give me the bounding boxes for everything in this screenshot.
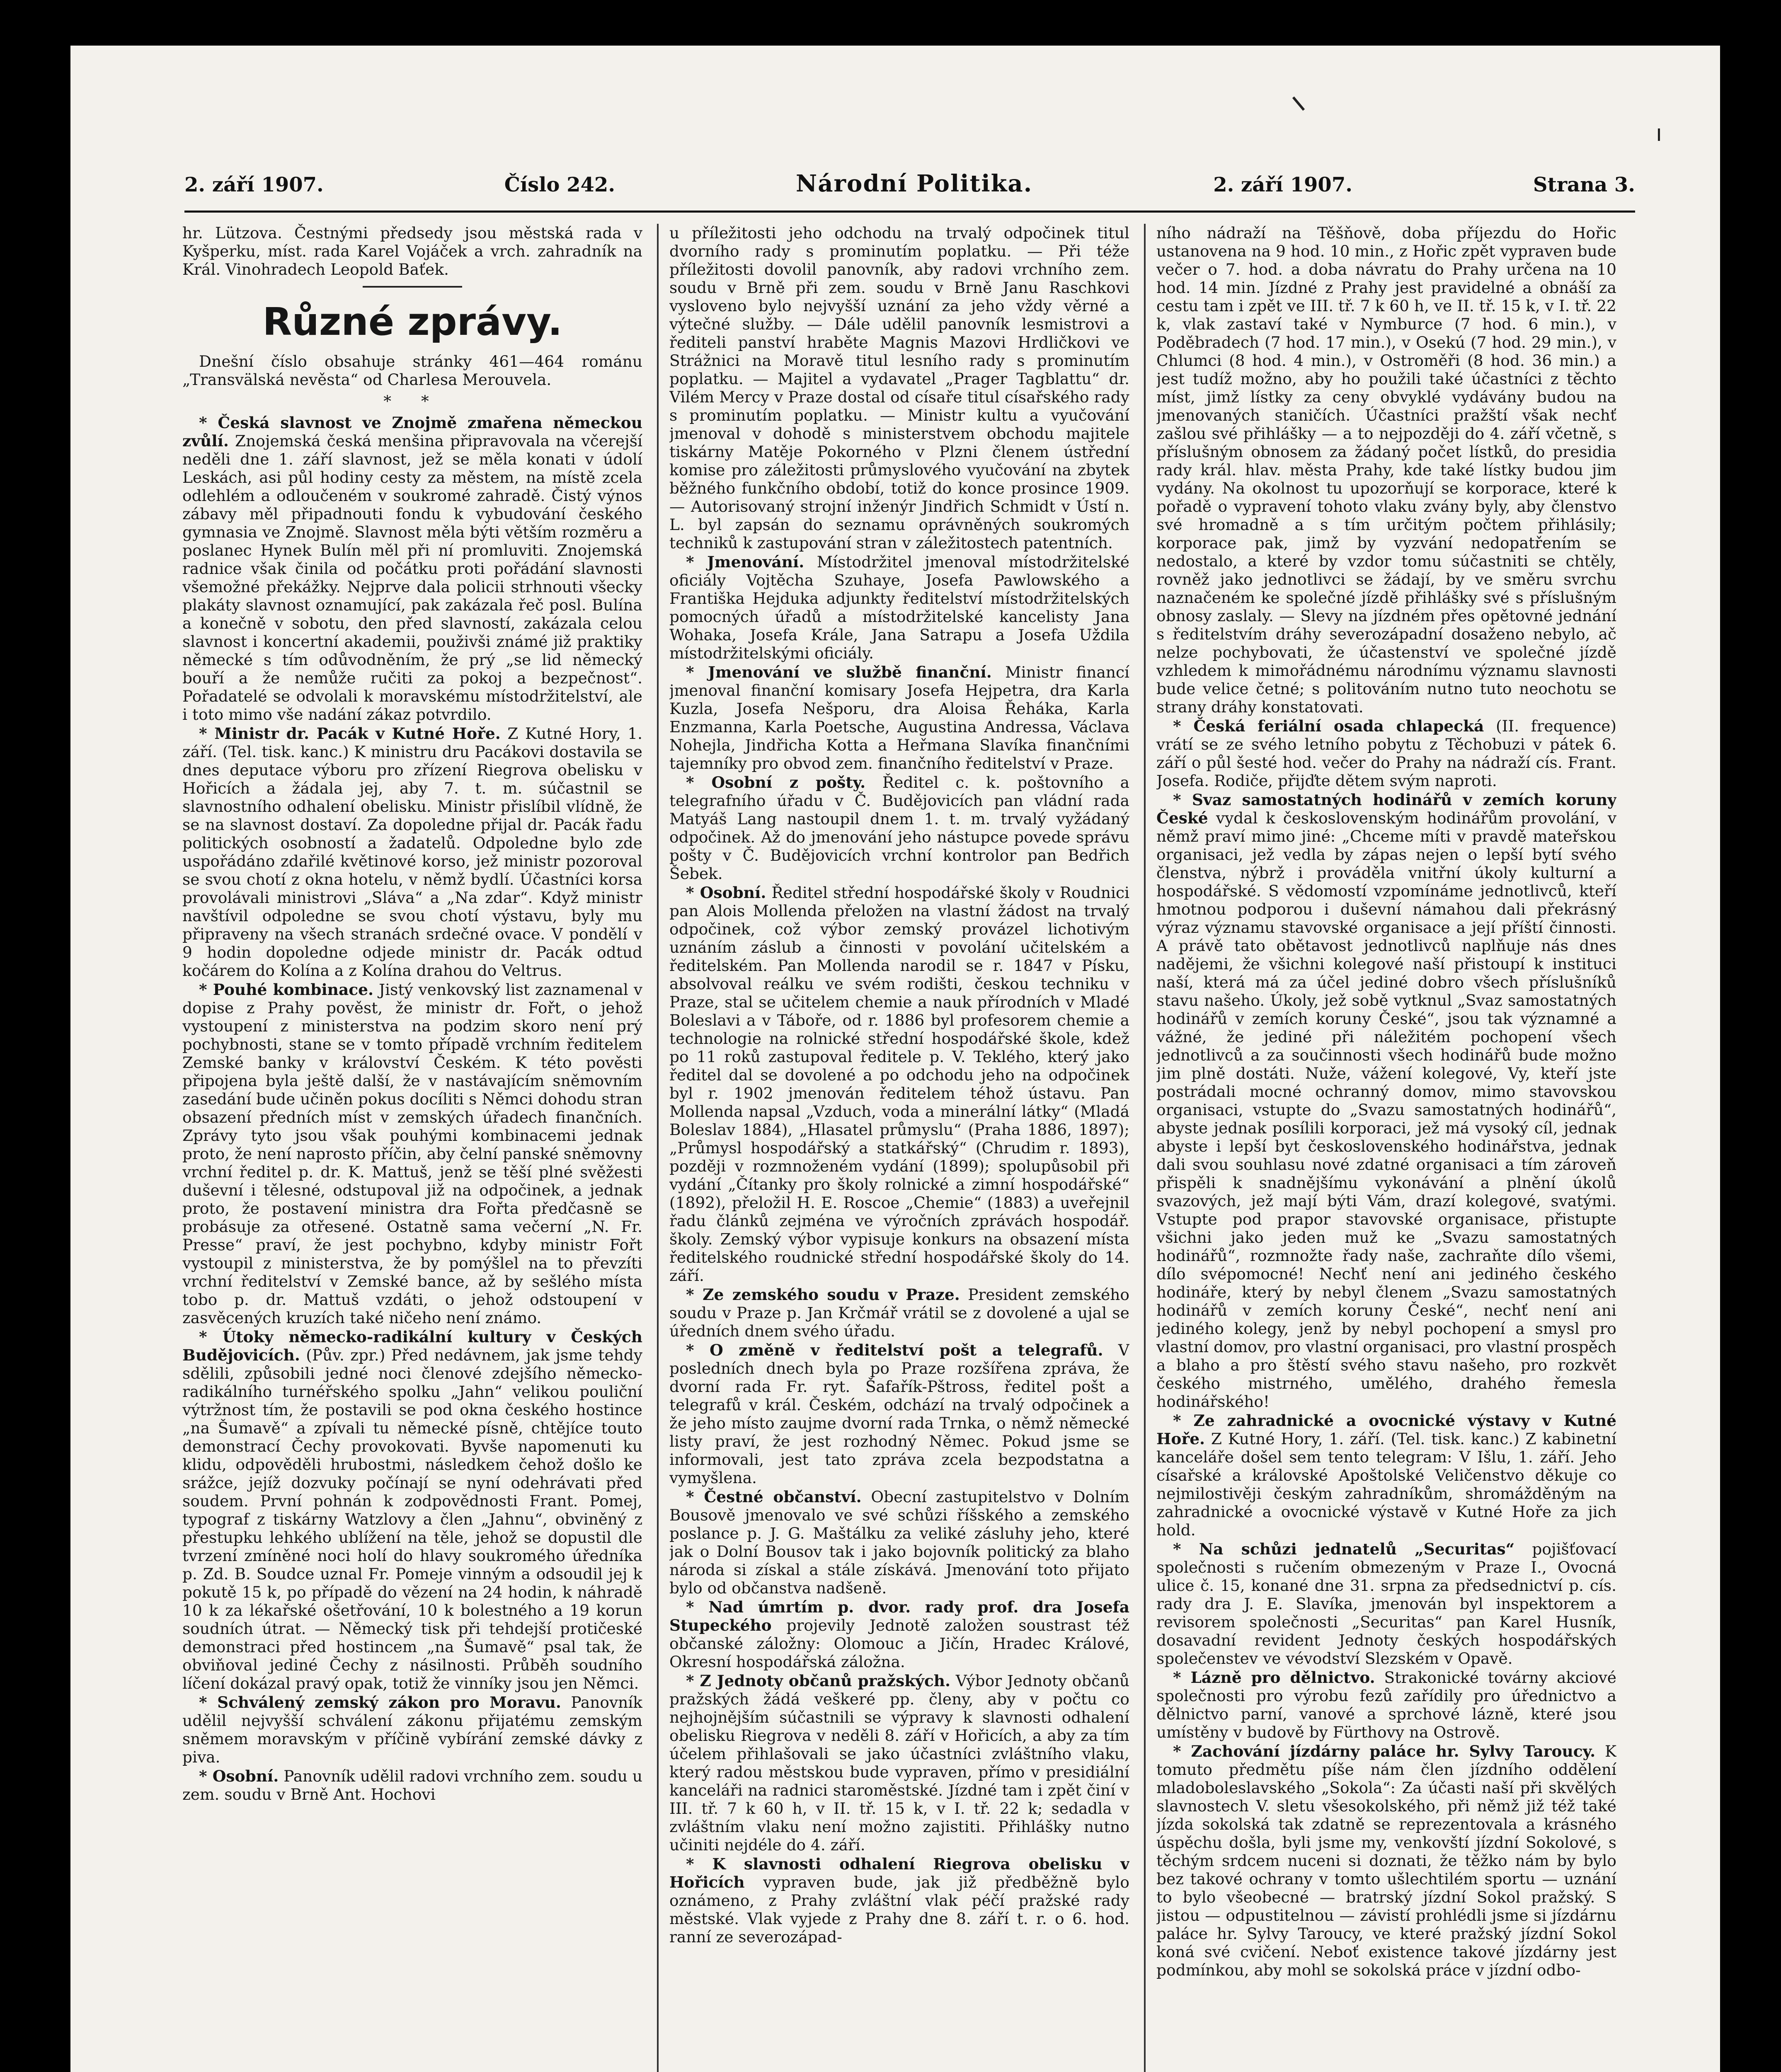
column-rule	[657, 224, 659, 2072]
article-paragraph: hr. Lützova. Čestnými předsedy jsou městská rada v Kyšperku, míst. rada Karel Vojáček a vrch. zahradník na Král. Vinohradech Leopold Baťek.	[182, 224, 642, 278]
article-paragraph	[669, 1341, 1129, 1487]
article-body: President zemského soudu v Praze p. Jan Krčmář vrátil se z dovolené a ujal se úředních dnem svého úřadu.	[669, 1285, 1129, 1340]
divider	[363, 286, 462, 288]
column-2	[669, 224, 1129, 2072]
article-body: Ředitel c. k. poštovního a telegrafního úřadu v Č. Budějovicích pan vládní rada Matyáš Lang nastoupil dnem 1. t. m. trvalý vyžádaný odpočinek. Až do jmenování jeho nástupce povede správu pošty v Č. Budějovicích vrchní kontrolor pan Bedřich Šebek.	[669, 773, 1129, 883]
article-paragraph	[1156, 1668, 1616, 1741]
article-paragraph	[669, 1672, 1129, 1854]
newspaper-page	[70, 46, 1720, 2072]
scan-mark	[1292, 97, 1305, 111]
article-paragraph	[669, 663, 1129, 772]
article-body: Strakonické továrny akciové společnosti pro výrobu fezů zařídily pro úřednictvo a dělnictvo parní, vanové a sprchové lázně, které jsou umístěny v budově by Fürthovy na Ostrově.	[1156, 1668, 1616, 1741]
article-lead: * Ze zemského soudu v Praze.	[686, 1285, 960, 1304]
article-body: Panovník udělil nejvyšší schválení zákonu přijatému zemským sněmem moravským v příčině vybírání zemské dávky z piva.	[182, 1693, 642, 1766]
article-lead: * Útoky německo-radikální kultury v Českých Budějovicích.	[182, 1328, 642, 1364]
article-paragraph	[669, 1598, 1129, 1671]
article-paragraph	[182, 724, 642, 980]
header-date-right: 2. září 1907.	[1213, 173, 1352, 196]
article-body: Z Kutné Hory, 1. září. (Tel. tisk. kanc.) K ministru dru Pacákovi dostavila se dnes deputace výboru pro zřízení Riegrova obelisku v Hořicích a žádala jej, aby 7. t. m. súčastnil se slavnostního odhalení obelisku. Ministr přislíbil vlídně, že se na slavnost dostaví. Za dopoledne přijal dr. Pacák řadu politických osobností a žadatelů. Odpoledne bylo zde uspořádáno zdařilé květinové korso, jež ministr pozoroval se svou chotí z okna hotelu, v němž bydlí. Účastníci korsa provolávali ministrovi „Sláva“ a „Na zdar“. Když ministr navštívil odpoledne se svou chotí výstavu, byly mu připraveny na všech stranách srdečné ovace. V pondělí v 9 hodin dopoledne odjede ministr dr. Pacák odtud kočárem do Kolína a z Kolína drahou do Veltrus.	[182, 724, 642, 980]
article-lead: * Ministr dr. Pacák v Kutné Hoře.	[199, 724, 501, 743]
article-lead: * Ze zahradnické a ovocnické výstavy v Kutné Hoře.	[1156, 1411, 1616, 1448]
article-body: projevily Jednotě založen soustrast též občanské záložny: Olomouc a Jičín, Hradec Králové, Okresní hospodářská záložna.	[669, 1616, 1129, 1671]
article-body: Panovník udělil radovi vrchního zem. soudu u zem. soudu v Brně Ant. Hochovi	[182, 1767, 642, 1803]
article-lead: * Na schůzi jednatelů „Securitas“	[1173, 1540, 1515, 1558]
article-body: Výbor Jednoty občanů pražských žádá veškeré pp. členy, aby v počtu co nejhojnějším súčastnili se výpravy k slavnosti odhalení obelisku Riegrova v neděli 8. září v Hořicích, a aby za tím účelem přihlašovali se jako účastníci zvláštního vlaku, který radou městskou bude vypraven, přímo v presidiální kanceláři na radnici staroměstské. Jízdné tam i zpět činí v III. tř. 7 k 60 h, v II. tř. 15 k, v I. tř. 22 k; sedadla v zvláštním vlaku není možno zajistiti. Přihlášky nutno učiniti nejdéle do 4. září.	[669, 1672, 1129, 1854]
article-lead: * Česká feriální osada chlapecká	[1173, 717, 1484, 735]
article-body: Obecní zastupitelstvo v Dolním Bousově jmenovalo ve své schůzi říšského a zemského poslance p. J. G. Maštálku za veliké zásluhy jeho, které jak o Dolní Bousov tak i jako bojovník politický za blaho národa si získal a stále získává. Jmenování toto přijato bylo od občanstva nadšeně.	[669, 1488, 1129, 1597]
article-lead: * Osobní.	[199, 1767, 279, 1785]
header-date-left: 2. září 1907.	[184, 173, 324, 196]
article-paragraph	[182, 1767, 642, 1803]
article-body: Místodržitel jmenoval místodržitelské oficiály Vojtěcha Szuhaye, Josefa Pawlowského a Františka Hejduka adjunkty ředitelství místodržitelských pomocných úřadů a místodržitelské kancelisty Jana Wohaka, Josefa Krále, Jana Satrapu a Josefa Uždila místodržitelskými oficiály.	[669, 553, 1129, 662]
article-body: (Pův. zpr.) Před nedávnem, jak jsme tehdy sdělili, způsobili jedné noci členové zdejšího německo-radikálního turnéřského spolku „Jahn“ velikou pouliční výtržnost tím, že postavili se pod okna českého hostince „na Šumavě“ a zpívali tu německé písně, chtějíce touto demonstrací Čechy provokovati. Byvše napomenuti ku klidu, odpověděli hrubostmi, následkem čehož došlo ke srážce, jejíž dozvuky počínají se nyní odehrávati před soudem. První pohnán k zodpovědnosti Frant. Pomej, typograf z tiskárny Watzlovy a člen „Jahnu“, obviněný z přestupku lehkého ublížení na těle, jehož se dopustil dle tvrzení zmíněné noci holí do hlavy soukromého úředníka p. Zd. B. Soudce uznal Fr. Pomeje vinným a odsoudil jej k pokutě 15 k, po případě do vězení na 24 hodin, k náhradě 10 k za lékařské ošetřování, 10 k bolestného a 19 korun soudních útrat. — Německý tisk při tehdejší protičeské demonstraci před hostincem „na Šumavě“ psal tak, že obviňoval jediné Čechy z násilnosti. Průběh soudního líčení dokázal pravý opak, totiž že vinníky jsou jen Němci.	[182, 1346, 642, 1692]
article-paragraph	[182, 1693, 642, 1766]
article-lead: * Čestné občanství.	[686, 1488, 862, 1506]
notice: Dnešní číslo obsahuje stránky 461—464 románu „Transvälská nevěsta“ od Charlesa Merouvela.	[182, 352, 642, 389]
column-1	[182, 224, 642, 2072]
article-paragraph	[669, 773, 1129, 883]
article-body: pojišťovací společnosti s ručením obmezeným v Praze I., Ovocná ulice č. 15, konané dne 31. srpna za předsednictví p. cís. rady dra J. E. Slavíka, jmenován byl inspektorem a revisorem společnosti „Securitas“ pan Karel Husník, dosavadní revident Jednoty českých hospodářských společenstev ve vévodství Slezském v Opavě.	[1156, 1540, 1616, 1668]
article-lead: * Pouhé kombinace.	[199, 980, 373, 999]
article-paragraph	[669, 1855, 1129, 1946]
scan-mark	[1658, 128, 1660, 141]
article-paragraph	[1156, 1742, 1616, 1979]
article-lead: * K slavnosti odhalení Riegrova obelisku v Hořicích	[669, 1855, 1129, 1891]
header-page-number: Strana 3.	[1533, 173, 1635, 196]
section-title: Různé zprávy.	[262, 300, 562, 344]
separator: * *	[383, 392, 441, 410]
article-paragraph	[669, 553, 1129, 662]
column-rule	[1144, 224, 1146, 2072]
article-lead: * Osobní.	[686, 884, 766, 902]
article-body: Jistý venkovský list zaznamenal v dopise z Prahy pověst, že ministr dr. Fořt, o jehož vystoupení z ministerstva na podzim skoro není prý pochybnosti, stane se v tomto případě vrchním ředitelem Zemské banky v království Českém. K této pověsti připojena byla ještě další, že v nastávajícím sněmovním zasedání bude učiněn pokus docíliti s Němci dohodu stran obsazení předních míst v zemských úřadech finančních. Zprávy tyto jsou však pouhými kombinacemi jednak proto, že není naprosto příčin, aby čelní panské sněmovny vrchní ředitel p. dr. K. Mattuš, jenž se těší plné svěžesti duševní i tělesné, odstupoval již na odpočinek, a jednak proto, že postavení ministra dra Fořta předčasně se probásuje za otřesené. Ostatně sama večerní „N. Fr. Presse“ praví, že jest pochybno, kdyby ministr Fořt vystoupil z ministerstva, že by pomýšlel na to převzíti vrchní ředitelství v Zemské bance, až by sešlého místa tobo p. dr. Mattuš vzdáti, o jehož odstoupení v zasvěcených kruzích také ničeho není známo.	[182, 980, 642, 1327]
masthead: Národní Politika.	[796, 170, 1033, 197]
article-body: vydal k československým hodinářům provolání, v němž praví mimo jiné: „Chceme míti v pravdě mateřskou organisaci, jež vedla by zápas nejen o lepší bytí svého členstva, nýbrž i prováděla vnitřní úkoly kulturní a hospodářské. S vědomostí vzpomínáme jednotlivců, kteří hmotnou podporou i duševní námahou dali překrásný výraz významu stavovské organisace a její příští činnosti. A právě tato obětavost jednotlivců naplňuje nás dnes nadějemi, že všichni kolegové naší přistoupí k instituci naší, která má za účel jediné dobro všech příslušníků stavu našeho. Úkoly, jež sobě vytknul „Svaz samostatných hodinářů v zemích koruny České“, jsou tak významné a vážné, že jediné při náležitém pochopení všech jednotlivců a za součinnosti všech hodinářů bude možno jim plně dostáti. Nuže, vážení kolegové, Vy, kteří jste postrádali mocné ochranný domov, mimo stavovskou organisaci, vstupte do „Svazu samostatných hodinářů“, abyste jednak posílili korporaci, jež má vysoký cíl, jednak abyste i lepší byt československého hodinářstva, jednak dali svou souhlasu nové zdatné organisaci a tím zároveň přispěli k snadnějšímu vykonávání a plnění úkolů svazových, jež mají býti Vám, drazí kolegové, svatými. Vstupte pod prapor stavovské organisace, přistupte všichni jako jeden muž ke „Svazu samostatných hodinářů“, rozmnožte řady naše, zachraňte dílo všemi, dílo svépomocné! Nechť není ani jediného českého hodináře, který by nebyl členem „Svazu samostatných hodinářů v zemích koruny České“, nechť není ani jediného kolegy, jenž by nebyl pochopení a smysl pro vlastní domov, pro vlastní organisaci, pro vlastní prospěch a blaho a pro štěstí svého stavu našeho, pro rozkvět českého mistrného, umělého, drahého řemesla hodinářského!	[1156, 809, 1616, 1411]
article-paragraph	[1156, 717, 1616, 790]
article-body: vypraven bude, jak již předběžně bylo oznámeno, z Prahy zvláštní vlak péčí pražské rady městské. Vlak vyjede z Prahy dne 8. září t. r. o 6. hod. ranní ze severozápad-	[669, 1873, 1129, 1946]
article-body: Ministr financí jmenoval finanční komisary Josefa Hejpetra, dra Karla Kuzla, Josefa Nešporu, dra Aloisa Řeháka, Karla Enzmanna, Karla Poetsche, Augustina Andressa, Václava Nohejla, Jindřicha Kotta a Heřmana Slavíka finančními tajemníky pro obvod zem. finančního ředitelství v Praze.	[669, 663, 1129, 772]
article-lead: * Schválený zemský zákon pro Moravu.	[199, 1693, 561, 1711]
article-lead: * O změně v ředitelství pošt a telegrafů.	[686, 1341, 1103, 1359]
article-paragraph	[1156, 791, 1616, 1411]
article-lead: * Zachování jízdárny paláce hr. Sylvy Taroucy.	[1173, 1742, 1596, 1760]
article-lead: * Osobní z pošty.	[686, 773, 866, 792]
article-body: (II. frequence) vrátí se ze svého letního pobytu z Těchobuzi v pátek 6. září o půl šesté hod. večer do Prahy na nádraží cís. Frant. Josefa. Rodiče, přijďte dětem svým naproti.	[1156, 717, 1616, 790]
column-3	[1156, 224, 1616, 2072]
header-issue: Číslo 242.	[504, 173, 615, 196]
article-paragraph	[182, 1328, 642, 1692]
article-body: Ředitel střední hospodářské školy v Roudnici pan Alois Mollenda přeložen na vlastní žádost na trvalý odpočinek, což výbor zemský provázel lichotivým uznáním záslub a činnosti v povolání učitelském a ředitelském. Pan Mollenda narodil se r. 1847 v Písku, absolvoval reálku ve svém rodišti, českou techniku v Praze, stal se učitelem chemie a nauk přírodních v Mladé Boleslavi a v Táboře, od r. 1886 byl profesorem chemie a technologie na rolnické střední hospodářské škole, kdež po 11 roků zastupoval ředitele p. V. Teklého, který jako ředitel dal se dovolené a po odchodu jeho na odpočinek byl r. 1902 jmenován ředitelem téhož ústavu. Pan Mollenda napsal „Vzduch, voda a minerální látky“ (Mladá Boleslav 1884), „Hlasatel průmyslu“ (Praha 1886, 1897); „Průmysl hospodářský a statkářský“ (Chrudim r. 1893), později v rozmnoženém vydání (1899); spolupůsobil při vydání „Čítanky pro školy rolnické a zimní hospodářské“ (1892), přeložil H. E. Roscoe „Chemie“ (1883) a uveřejnil řadu článků zejména ve výročních zprávách hospodář. školy. Zemský výbor vypisuje konkurs na obsazení místa ředitelského roudnické střední hospodářské školy do 14. září.	[669, 884, 1129, 1285]
article-lead: * Jmenování ve službě finanční.	[686, 663, 992, 681]
article-lead: * Nad úmrtím p. dvor. rady prof. dra Josefa Stupeckého	[669, 1598, 1129, 1634]
article-body: Z Kutné Hory, 1. září. (Tel. tisk. kanc.) Z kabinetní kanceláře došel sem tento telegram: V Išlu, 1. září. Jeho císařské a královské Apoštolské Veličenstvo děkuje co nejmilostivěji českým zahradníkům, shromážděným na zahradnické a ovocnické výstavě v Kutné Hoře za jich hold.	[1156, 1430, 1616, 1539]
article-lead: * Lázně pro dělnictvo.	[1173, 1668, 1375, 1687]
article-paragraph	[669, 1285, 1129, 1340]
article-paragraph	[1156, 1540, 1616, 1668]
article-paragraph: ního nádraží na Těšňově, doba příjezdu do Hořic ustanovena na 9 hod. 10 min., z Hořic zpět vypraven bude večer o 7. hod. a doba návratu do Prahy určena na 10 hod. 14 min. Jízdné z Prahy jest pravidelné a obnáší za cestu tam i zpět ve III. tř. 7 k 60 h, ve II. tř. 15 k, v I. tř. 22 k, vlak zastaví také v Nymburce (7 hod. 6 min.), v Poděbradech (7 hod. 17 min.), v Osekú (7 hod. 29 min.), v Chlumci (8 hod. 4 min.), v Ostroměři (8 hod. 36 min.) a jest tudíž možno, aby ho použili také účastníci z těchto míst, jimž lístky za ceny obvyklé vydávány budou na jmenovaných staničích. Účastníci pražští však nechť zašlou své přihlášky — a to nejpozději do 4. září včetně, s příslušným obnosem za žádaný počet lístků, do presidia rady král. hlav. města Prahy, kde také lístky budou jim vydány. Na okolnost tu upozorňují se korporace, které k pořadě o vypravení tohoto vlaku zvány byly, aby členstvo své hromadně a s tím určitým počtem přihlásily; korporace pak, jimž by vyzvání nedopatřením se nedostalo, a které by vzdor tomu súčastniti se chtěly, rovněž jako jednotlivci se žádají, by ve směru svrchu naznačeném ke společné jízdě přihlášky své s příslušným obnosy zaslaly. — Slevy na jízdném přes opětovné jednání s ředitelstvím dráhy severozápadní dosaženo nebylo, ač nelze pochybovati, že účastenství ve společné jízdě vzhledem k mimořádnému národnímu významu slavnosti bude velice četné; s politováním nutno tuto neochotu se strany dráhy konstatovati.	[1156, 224, 1616, 716]
article-lead: * Svaz samostatných hodinářů v zemích koruny České	[1156, 791, 1616, 827]
article-paragraph	[669, 884, 1129, 1285]
article-paragraph	[669, 1488, 1129, 1597]
article-lead: * Jmenování.	[686, 553, 804, 571]
article-paragraph	[182, 414, 642, 724]
article-paragraph: u příležitosti jeho odchodu na trvalý odpočinek titul dvorního rady s prominutím poplatku. — Při téže příležitosti dovolil panovník, aby radovi vrchního zem. soudu v Brně při zem. soudu v Brně Janu Raschkovi vysloveno bylo nejvyšší uznání za jeho vždy věrné a výtečné služby. — Dále udělil panovník lesmistrovi a řediteli panství hraběte Magnis Mazovi Hrdličkovi ve Strážnici na Moravě titul lesního rady s prominutím poplatku. — Majitel a vydavatel „Prager Tagblattu“ dr. Vilém Mercy v Praze dostal od císaře titul císařského rady s prominutím poplatku. — Ministr kultu a vyučování jmenoval v dohodě s ministerstvem obchodu majitele tiskárny Matěje Pokorného v Plzni členem ústřední komise pro záležitosti průmyslového vyučování na zbytek běžného funkčního období, totiž do konce prosince 1909. — Autorisovaný strojní inženýr Jindřich Schmidt v Ústí n. L. byl zapsán do seznamu oprávněných soukromých techniků k zastupování stran v záležitostech patentních.	[669, 224, 1129, 552]
article-lead: * Z Jednoty občanů pražských.	[686, 1672, 951, 1690]
article-lead: * Česká slavnost ve Znojmě zmařena německou zvůlí.	[182, 414, 642, 450]
article-paragraph	[182, 980, 642, 1327]
article-body: Znojemská česká menšina připravovala na včerejší neděli dne 1. září slavnost, jež se měla konati v údolí Leskách, asi půl hodiny cesty za městem, na místě zcela odlehlém a odloučeném v soukromé zahradě. Čistý výnos zábavy měl připadnouti fondu k vybudování českého gymnasia ve Znojmě. Slavnost měla býti větším rozměru a poslanec Hynek Bulín měl při ní promluviti. Znojemská radnice však činila od počátku proti pořádání slavnosti všemožné překážky. Nejprve dala policii strhnouti všecky plakáty slavnost oznamující, pak zakázala řeč posl. Bulína a konečně v sobotu, den před slavností, zakázala celou slavnost i koncertní akademii, použivši známé již praktiky německé s tím odůvodněním, že prý „se lid německý bouří a že nemůže ručiti za pokoj a bezpečnost“. Pořadatelé se odvolali k moravskému místodržitelství, ale i toto mimo vše nadání zákaz potvrdilo.	[182, 432, 642, 724]
article-body: V posledních dnech byla po Praze rozšířena zpráva, že dvorní rada Fr. ryt. Šafařík-Pštross, ředitel pošt a telegrafů v král. Českém, odchází na trvalý odpočinek a že jeho místo zaujme dvorní rada Trnka, o němž německé listy praví, že jest rozhodný Němec. Pokud jsme se informovali, jest tato zpráva zcela bezpodstatna a vymyšlena.	[669, 1341, 1129, 1487]
article-body: K tomuto předmětu píše nám člen jízdního oddělení mladoboleslavského „Sokola“: Za účasti naší při skvělých slavnostech V. sletu všesokolského, při němž již též také jízda sokolská tak zdatně se reprezentovala a krásného úspěchu došla, byli jsme my, venkovští jízdní Sokolové, s těchým srdcem nuceni si doznati, že těžko nám by bylo bez takové ochrany v tomto ušlechtilém sportu — uznání to bylo všeobecné — bratrský jízdní Sokol pražský. S jistou — odpustitelnou — závistí prohlédli jsme si jízdárnu paláce hr. Sylvy Taroucy, ve které pražský jízdní Sokol koná své cvičení. Neboť existence takové jízdárny jest podmínkou, aby mohl se sokolská práce v jízdní odbo-	[1156, 1742, 1616, 1979]
page-header	[184, 170, 1635, 213]
article-paragraph	[1156, 1411, 1616, 1539]
